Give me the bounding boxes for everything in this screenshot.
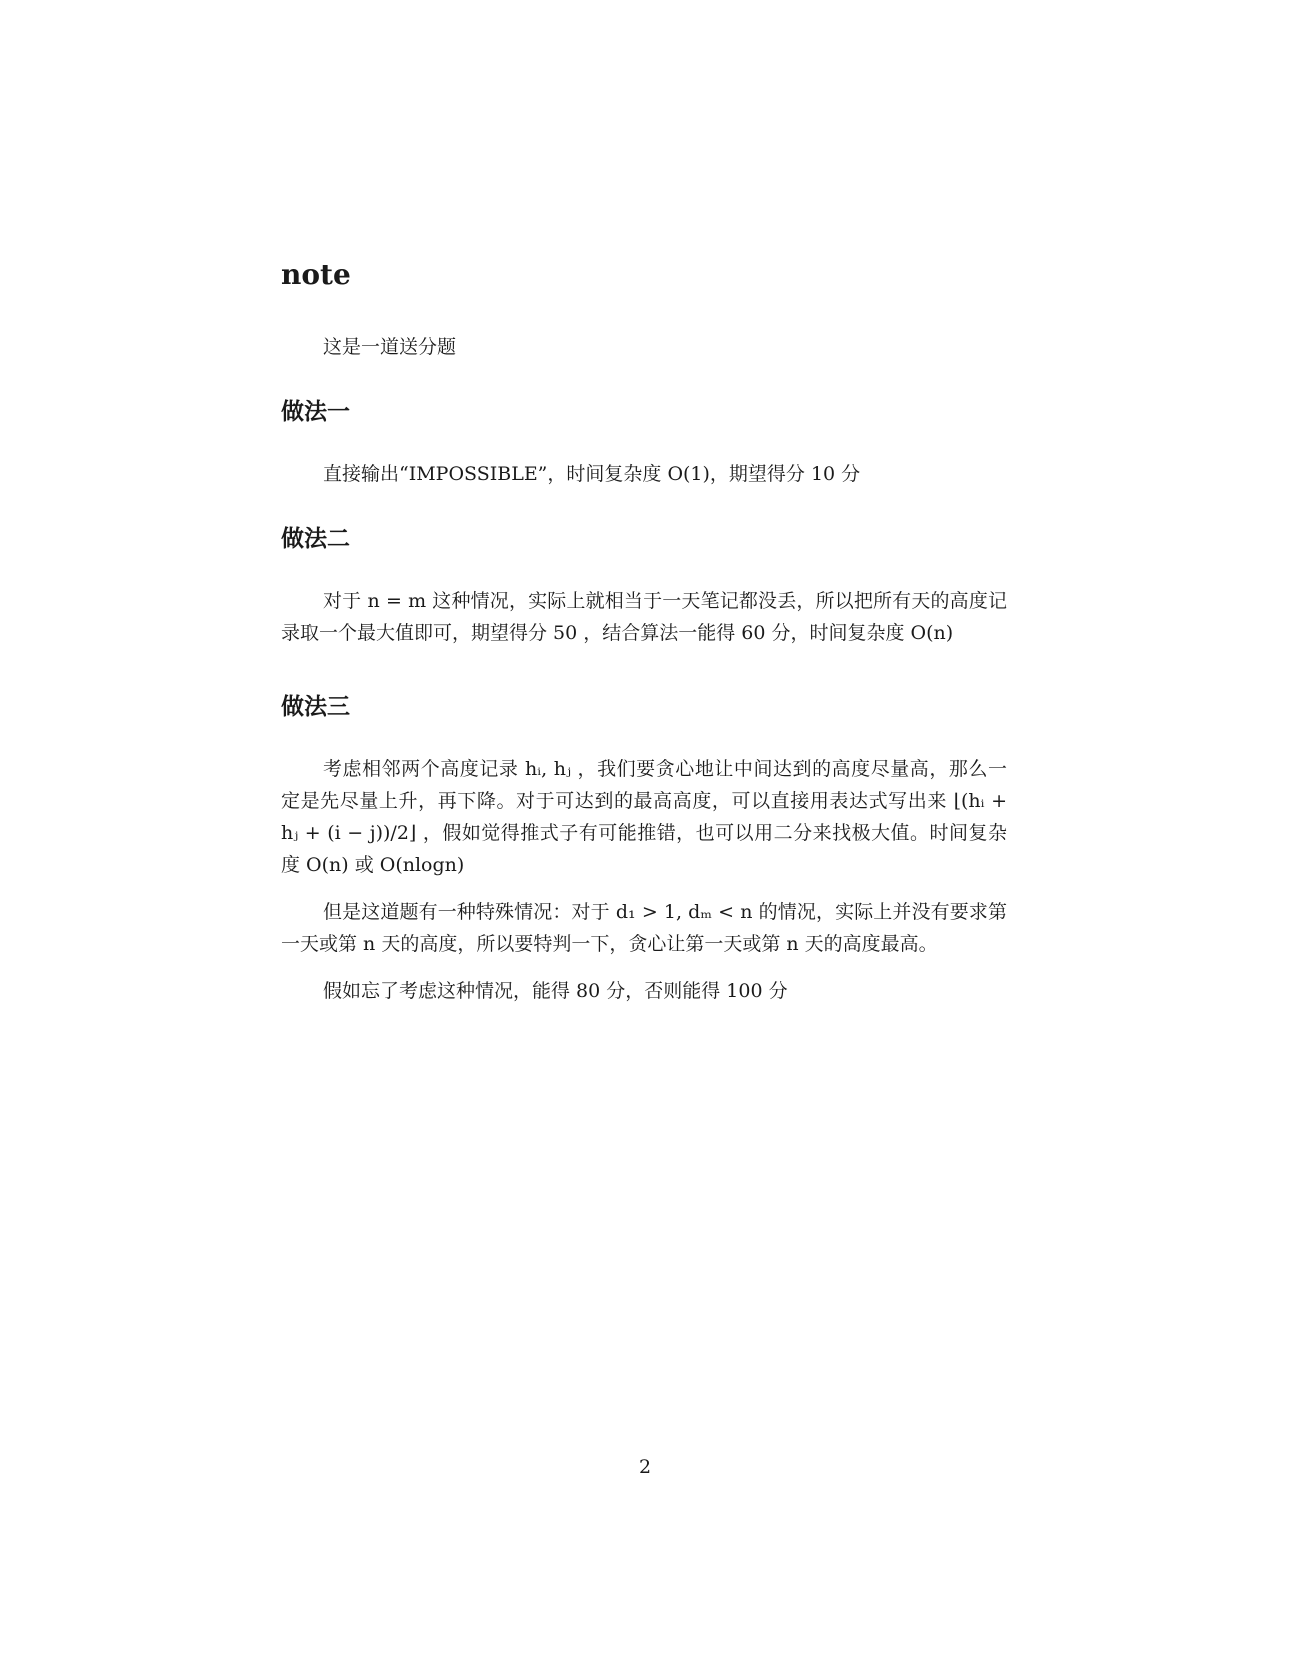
method-3-paragraph-3: 假如忘了考虑这种情况，能得 80 分，否则能得 100 分 (323, 980, 788, 1002)
document-body (281, 255, 1007, 1022)
section-heading-method-3: 做法三 (281, 694, 350, 720)
method-3-paragraph-1: 考虑相邻两个高度记录 hᵢ, hⱼ ，我们要贪心地让中间达到的高度尽量高，那么一定是先尽量上升，再下降。对于可达到的最高高度，可以直接用表达式写出来 ⌊(hᵢ + hⱼ + (i − j))/2⌋ ，假如觉得推式子有可能推错，也可以用二分来找极大值。时间复杂度 O(n) 或 O(nlogn) (281, 758, 1007, 876)
document-title: note (281, 258, 351, 291)
intro-paragraph: 这是一道送分题 (323, 336, 457, 358)
method-2-paragraph: 对于 n = m 这种情况，实际上就相当于一天笔记都没丢，所以把所有天的高度记录取一个最大值即可，期望得分 50 ，结合算法一能得 60 分，时间复杂度 O(n) (281, 590, 1007, 644)
section-heading-method-1: 做法一 (281, 399, 350, 425)
method-3-paragraph-2: 但是这道题有一种特殊情况：对于 d₁ > 1, dₘ < n 的情况，实际上并没有要求第一天或第 n 天的高度，所以要特判一下，贪心让第一天或第 n 天的高度最高。 (281, 901, 1007, 955)
page-number: 2 (638, 1456, 652, 1478)
method-1-paragraph: 直接输出“IMPOSSIBLE”，时间复杂度 O(1)，期望得分 10 分 (323, 463, 861, 485)
section-heading-method-2: 做法二 (281, 526, 350, 552)
